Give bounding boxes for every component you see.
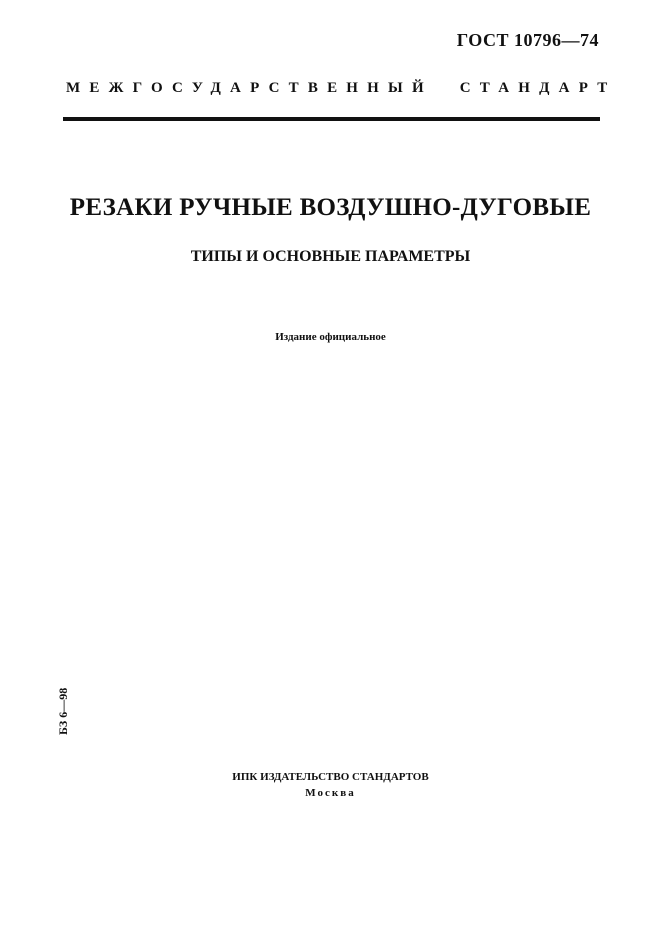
side-catalog-code: БЗ 6—98 bbox=[56, 687, 70, 735]
header-rule bbox=[63, 117, 600, 121]
standard-type-heading: МЕЖГОСУДАРСТВЕННЫЙ СТАНДАРТ bbox=[66, 80, 617, 96]
edition-note: Издание официальное bbox=[275, 331, 386, 343]
document-title: РЕЗАКИ РУЧНЫЕ ВОЗДУШНО-ДУГОВЫЕ bbox=[69, 194, 592, 221]
document-number: ГОСТ 10796—74 bbox=[456, 30, 599, 50]
publisher-name: ИПК ИЗДАТЕЛЬСТВО СТАНДАРТОВ bbox=[232, 771, 429, 783]
publisher-city: Москва bbox=[305, 787, 356, 799]
document-subtitle: ТИПЫ И ОСНОВНЫЕ ПАРАМЕТРЫ bbox=[190, 248, 471, 265]
